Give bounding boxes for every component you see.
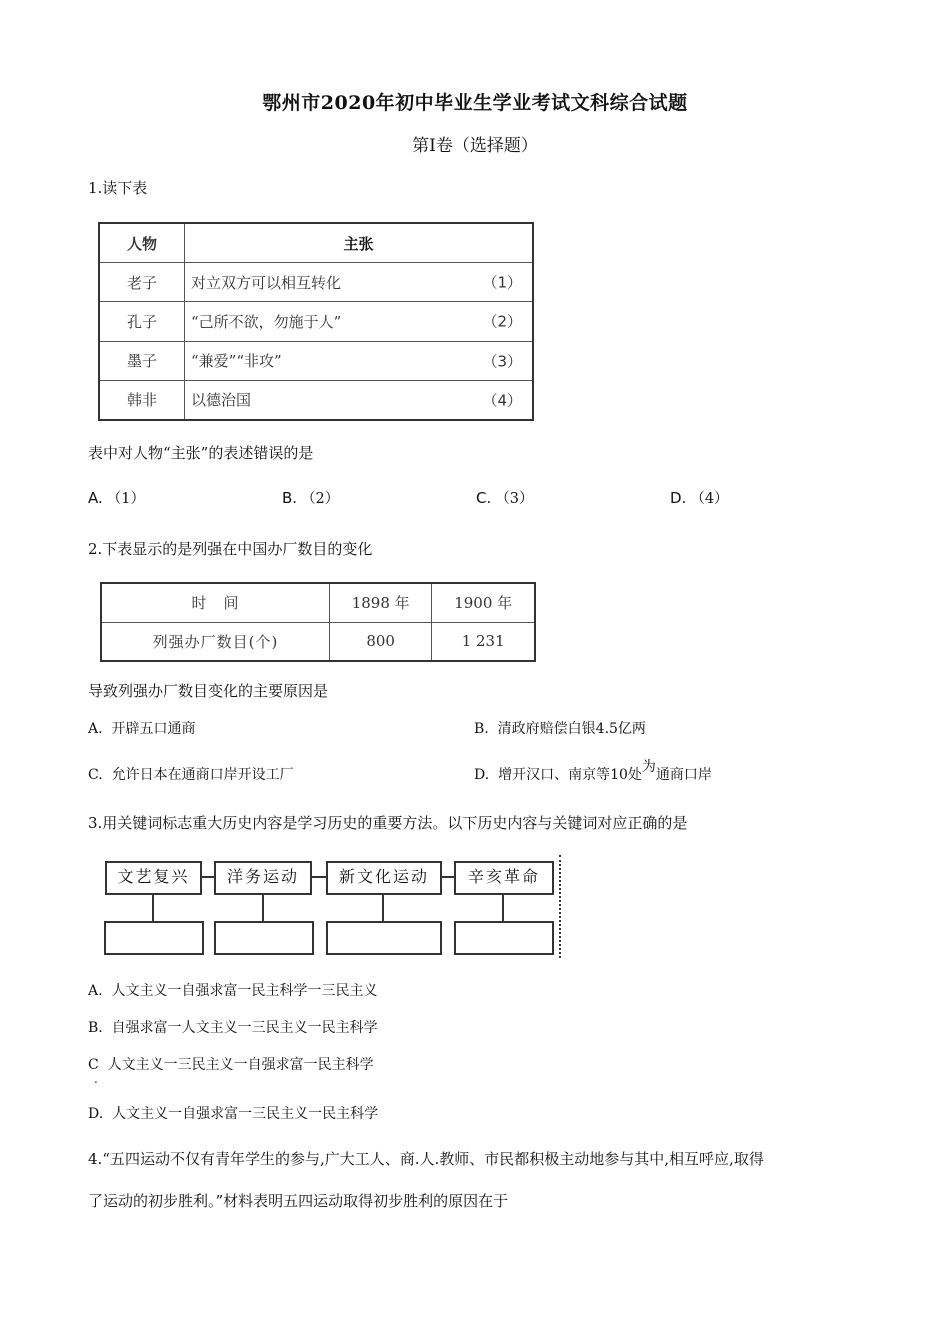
diagram-box-westernization: 洋务运动 (214, 861, 312, 895)
table-row (99, 263, 533, 302)
q3-stem: 3.用关键词标志重大历史内容是学习历史的重要方法。以下历史内容与关键词对应正确的是 (88, 814, 688, 832)
q3-option-b[interactable] (88, 1017, 378, 1037)
q1-stem: 1.读下表 (88, 179, 148, 197)
q1-claim (185, 380, 534, 420)
option-label: D. (474, 767, 490, 783)
diagram-box-renaissance: 文艺复兴 (105, 861, 202, 895)
section-subtitle: 第Ⅰ卷（选择题） (412, 136, 538, 156)
option-text: 自强求富一人文主义一三民主义一民主科学 (111, 1020, 378, 1036)
q2-table (100, 582, 536, 662)
option-text: （3） (495, 491, 534, 507)
q1-person: 韩非 (99, 380, 185, 420)
option-text: 允许日本在通商口岸开设工厂 (111, 767, 294, 783)
q1-option-c[interactable] (476, 487, 533, 508)
q1-table-header-person: 人物 (99, 223, 185, 263)
q1-person: 墨子 (99, 341, 185, 380)
option-label: D. (88, 1106, 104, 1122)
stem-line (262, 893, 264, 922)
q1-table (98, 222, 534, 421)
diagram-box-1911-revolution: 辛亥革命 (454, 861, 554, 895)
q2-rowhead-count: 列强办厂数目(个) (101, 622, 330, 661)
q2-stem: 2.下表显示的是列强在中国办厂数目的变化 (88, 540, 373, 558)
q1-claim (185, 263, 534, 302)
option-label: C (88, 1057, 99, 1073)
diagram-answer-box (326, 921, 442, 955)
option-sup: 为 (641, 759, 656, 775)
q1-claim-text: 对立双方可以相互转化 (191, 273, 342, 292)
option-text: （1） (106, 491, 145, 507)
diagram-answer-box (104, 921, 204, 955)
q4-stem-line2: 了运动的初步胜利。”材料表明五四运动取得初步胜利的原因在于 (88, 1192, 509, 1210)
option-text: （2） (301, 491, 340, 507)
option-label: B. (474, 721, 489, 737)
q1-claim-num: （1） (482, 273, 522, 292)
q2-header-1900: 1900 年 (432, 583, 535, 622)
option-label: B. (282, 489, 298, 507)
q2-option-a[interactable] (88, 718, 195, 738)
stem-line (502, 893, 504, 922)
q1-claim-num: （4） (482, 391, 522, 410)
option-label: A. (88, 721, 103, 737)
q2-value-1900: 1 231 (432, 622, 535, 661)
q1-claim-num: （3） (482, 352, 522, 371)
option-label: C. (476, 489, 492, 507)
q1-person: 老子 (99, 263, 185, 302)
q1-claim (185, 341, 534, 380)
option-text: 增开汉口、南京等10处 (498, 767, 642, 783)
diagram-answer-box (214, 921, 314, 955)
q2-header-1898: 1898 年 (330, 583, 432, 622)
option-text: （4） (690, 491, 729, 507)
q1-claim-text: 以德治国 (191, 391, 252, 410)
option-text: 人文主义一自强求富一民主科学一三民主义 (111, 983, 378, 999)
option-tail: 通商口岸 (655, 767, 712, 783)
option-label: B. (88, 1020, 103, 1036)
q1-option-a[interactable] (88, 487, 145, 508)
table-row (99, 341, 533, 380)
table-row (101, 583, 535, 622)
option-label: A. (88, 489, 103, 507)
stem-line (152, 893, 154, 922)
q2-header-time: 时 间 (101, 583, 330, 622)
stem-line (382, 893, 384, 922)
option-label: A. (88, 983, 103, 999)
q1-claim-text: “己所不欲，勿施于人” (191, 312, 342, 331)
q1-claim (185, 302, 534, 341)
option-text: 清政府赔偿白银4.5亿两 (497, 721, 646, 737)
diagram-box-new-culture: 新文化运动 (326, 861, 442, 895)
table-row (99, 302, 533, 341)
q1-person: 孔子 (99, 302, 185, 341)
q2-option-c[interactable] (88, 764, 294, 784)
q1-question: 表中对人物“主张”的表述错误的是 (88, 444, 314, 462)
q1-claim-text: “兼爱”“非攻” (191, 352, 282, 371)
diagram-dotted-edge (559, 855, 561, 958)
q4-stem-line1: 4.“五四运动不仅有青年学生的参与,广大工人、商.人.教师、市民都积极主动地参与其中,相互呼应,取得 (88, 1150, 764, 1168)
q3-option-c[interactable] (88, 1054, 374, 1074)
q3-option-a[interactable] (88, 980, 377, 1000)
option-text: 人文主义一三民主义一自强求富一民主科学 (107, 1057, 374, 1073)
q1-claim-num: （2） (482, 312, 522, 331)
page-title: 鄂州市2020年初中毕业生学业考试文科综合试题 (262, 92, 688, 114)
q2-option-b[interactable] (474, 718, 646, 738)
option-label: D. (670, 489, 687, 507)
q1-table-header-claim: 主张 (185, 223, 534, 263)
q2-option-d[interactable] (474, 759, 712, 784)
q1-option-b[interactable] (282, 487, 339, 508)
q1-option-d[interactable] (670, 487, 729, 508)
diagram-answer-box (454, 921, 554, 955)
option-text: 开辟五口通商 (111, 721, 196, 737)
table-row (99, 380, 533, 420)
q2-question: 导致列强办厂数目变化的主要原因是 (88, 682, 329, 700)
table-row (101, 622, 535, 661)
option-label: C. (88, 767, 103, 783)
option-text: 人文主义一自强求富一三民主义一民主科学 (112, 1106, 379, 1122)
stray-dot: . (94, 1072, 98, 1086)
q2-value-1898: 800 (330, 622, 432, 661)
q3-option-d[interactable] (88, 1103, 378, 1123)
